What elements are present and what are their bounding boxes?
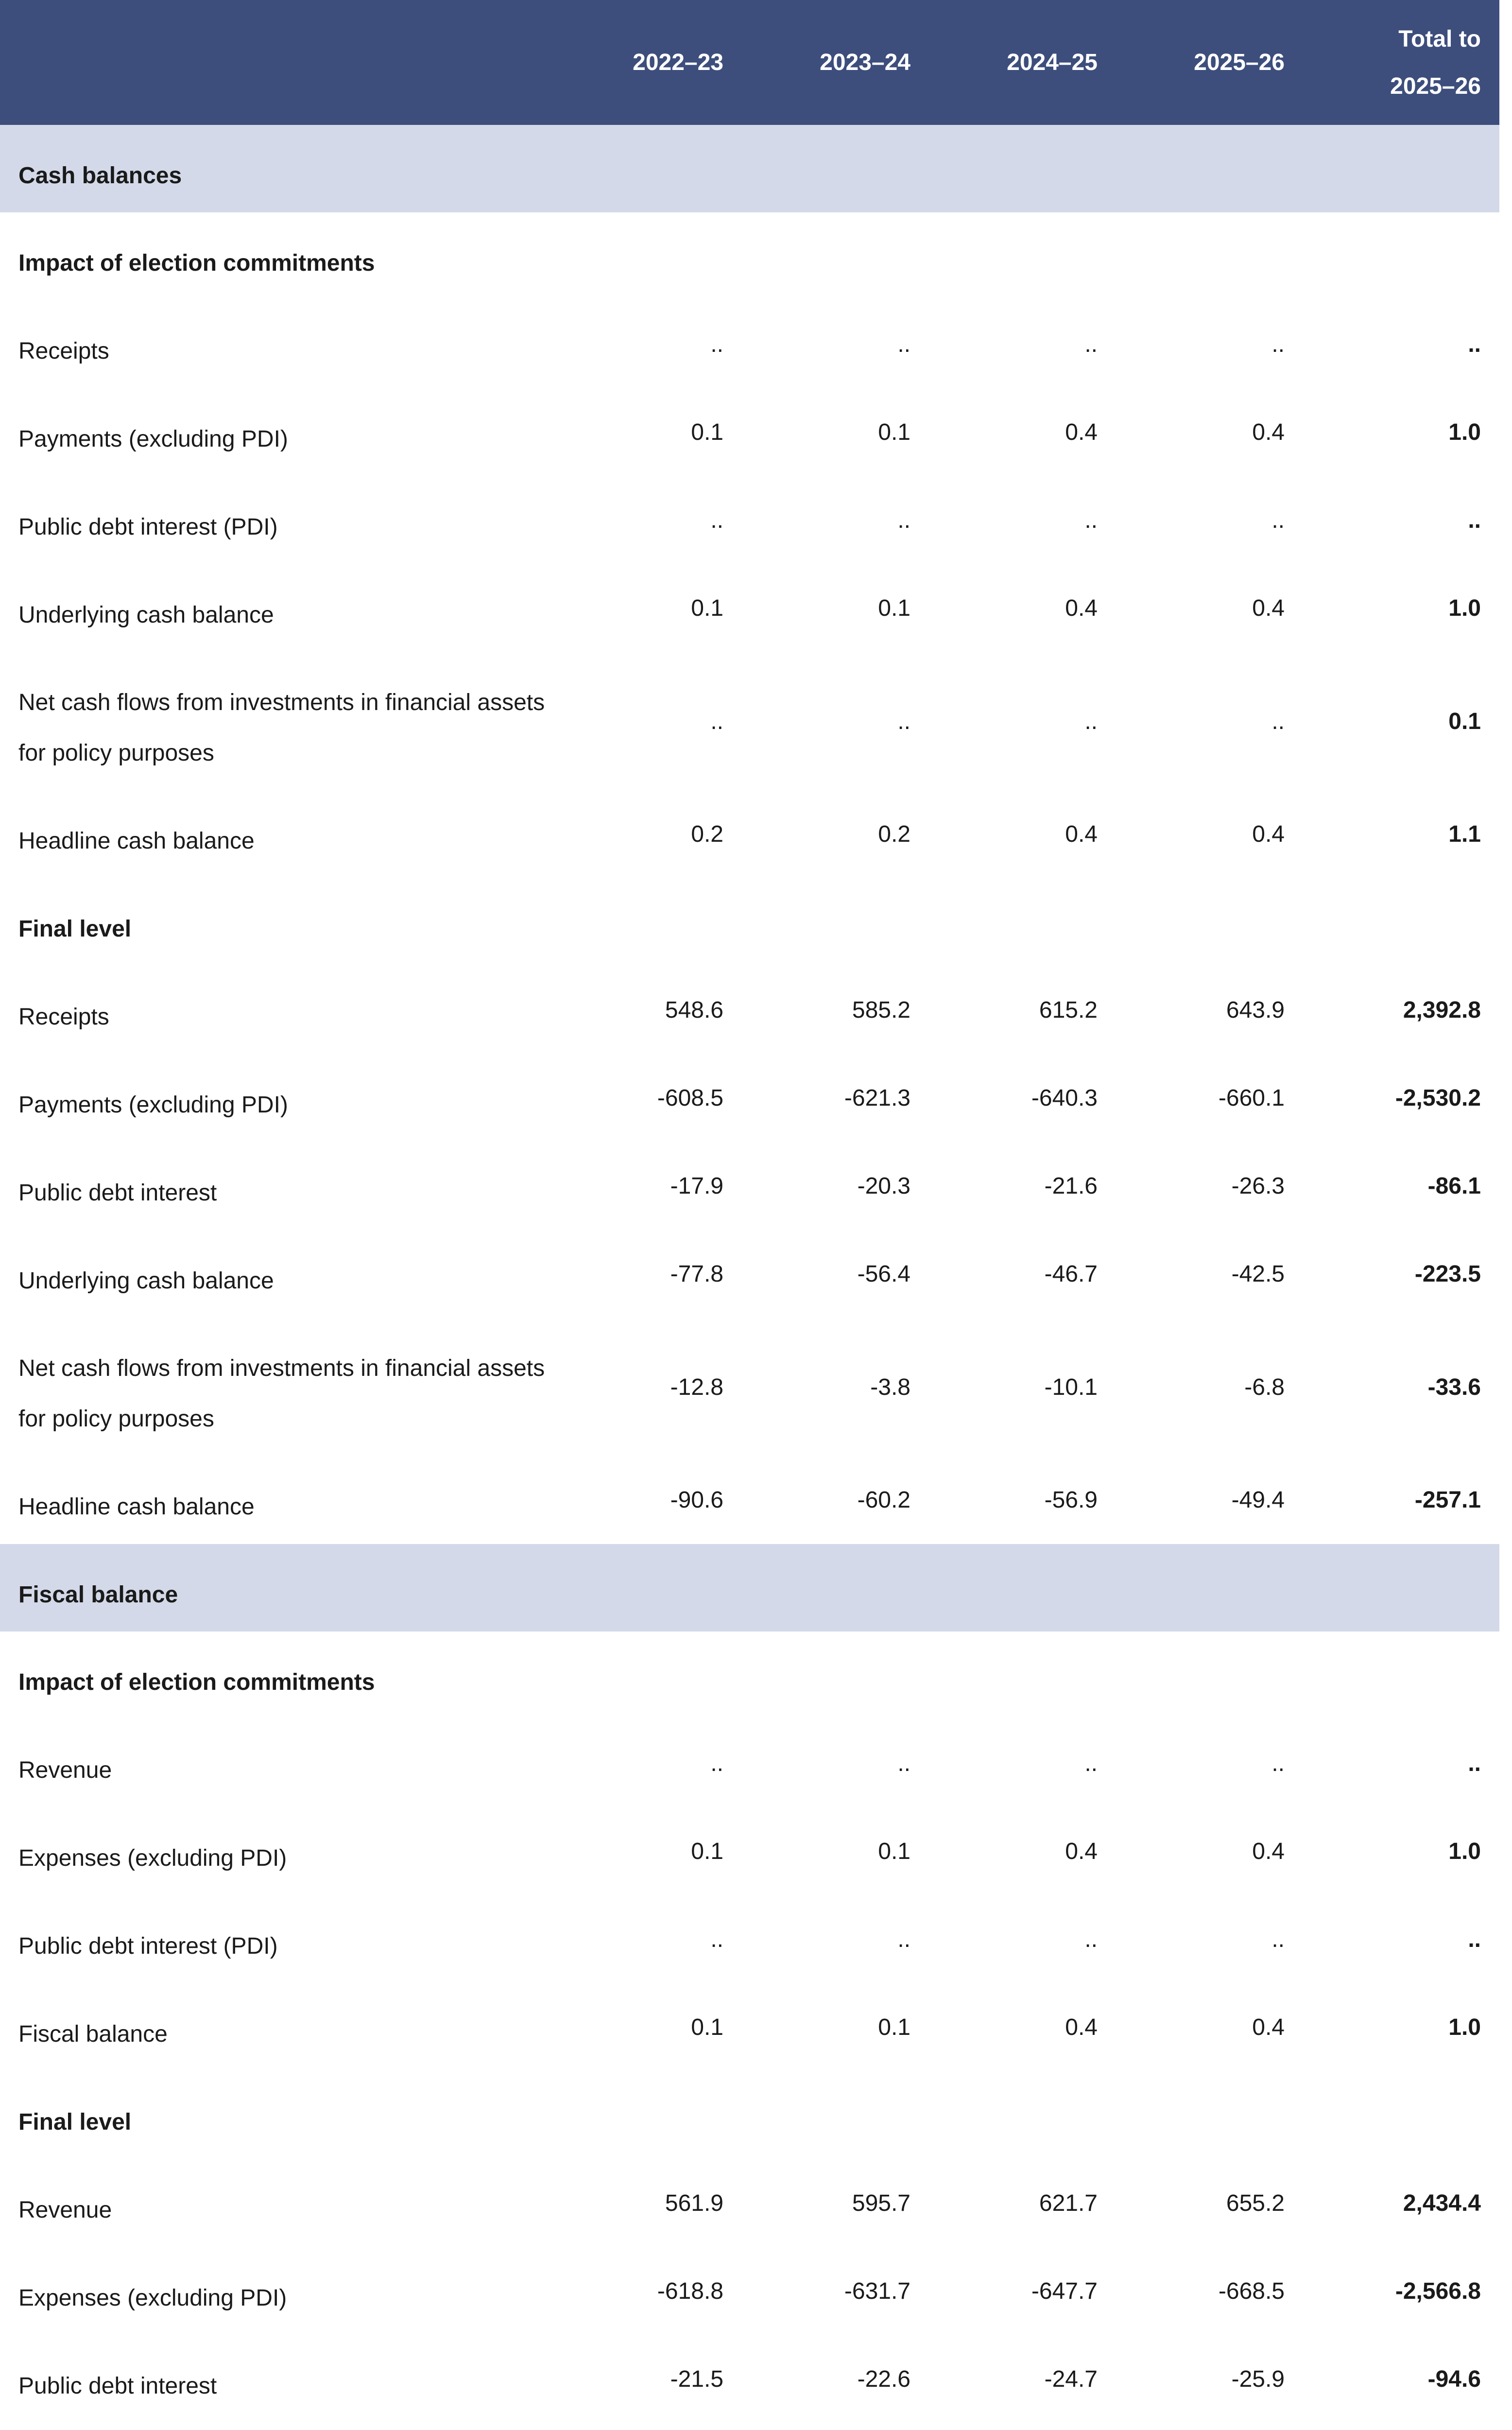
row-label: Headline cash balance [18, 1493, 255, 1520]
value-cell-2024–25: 0.4 [1065, 595, 1098, 621]
value-cell-2024–25: -56.9 [1044, 1487, 1098, 1513]
value-cell-2022–23: .. [710, 1751, 723, 1776]
table-row [0, 966, 1499, 1054]
value-cell-2022–23: 0.1 [691, 1839, 723, 1864]
value-cell-2025–26: 643.9 [1226, 997, 1285, 1023]
section-title: Cash balances [0, 125, 1499, 212]
value-cell-2025–26: .. [1271, 1927, 1285, 1952]
row-label: Public debt interest (PDI) [18, 514, 278, 540]
total-cell: 2,434.4 [1403, 2190, 1481, 2216]
value-cell-2024–25: -640.3 [1031, 1085, 1098, 1111]
value-cell-2023–24: .. [897, 1751, 911, 1776]
value-cell-2023–24: -56.4 [857, 1261, 911, 1287]
total-cell: 1.1 [1448, 821, 1481, 847]
table-row [0, 1318, 1499, 1456]
total-cell: .. [1468, 507, 1481, 533]
total-cell: -94.6 [1427, 2366, 1481, 2392]
value-cell-2023–24: 585.2 [852, 997, 911, 1023]
table-row [0, 2159, 1499, 2247]
value-cell-2022–23: 548.6 [665, 997, 723, 1023]
value-cell-2024–25: 615.2 [1039, 997, 1098, 1023]
value-cell-2022–23: .. [710, 507, 723, 533]
total-cell: .. [1468, 1751, 1481, 1776]
header-total [1302, 0, 1499, 125]
value-cell-2023–24: 0.2 [878, 821, 911, 847]
table-row [0, 1807, 1499, 1895]
section-header-row [0, 1544, 1499, 1632]
value-cell-2025–26: 0.4 [1252, 821, 1285, 847]
table-row [0, 652, 1499, 790]
total-cell: -223.5 [1414, 1261, 1481, 1287]
header-total-line1: Total to [1398, 26, 1481, 52]
table-row [0, 1054, 1499, 1142]
table-row [0, 1983, 1499, 2071]
value-cell-2025–26: -668.5 [1218, 2278, 1285, 2304]
table-row [0, 1895, 1499, 1983]
value-cell-2023–24: .. [897, 708, 911, 734]
value-cell-2023–24: 595.7 [852, 2190, 911, 2216]
table-row [0, 1719, 1499, 1807]
value-cell-2022–23: -608.5 [657, 1085, 723, 1111]
value-cell-2024–25: -21.6 [1044, 1173, 1098, 1199]
row-label: Underlying cash balance [18, 602, 274, 628]
value-cell-2023–24: 0.1 [878, 595, 911, 621]
table-row [0, 2247, 1499, 2335]
value-cell-2023–24: .. [897, 1927, 911, 1952]
value-cell-2022–23: 0.1 [691, 419, 723, 445]
value-cell-2024–25: .. [1084, 507, 1098, 533]
row-label: Fiscal balance [18, 2021, 168, 2047]
value-cell-2023–24: -20.3 [857, 1173, 911, 1199]
value-cell-2024–25: -647.7 [1031, 2278, 1098, 2304]
table-row [0, 564, 1499, 652]
value-cell-2024–25: 0.4 [1065, 2014, 1098, 2040]
value-cell-2022–23: .. [710, 331, 723, 357]
value-cell-2023–24: 0.1 [878, 419, 911, 445]
total-cell: 1.0 [1448, 595, 1481, 621]
value-cell-2024–25: 621.7 [1039, 2190, 1098, 2216]
row-label: Net cash flows from investments in financial assets for policy purposes [18, 690, 545, 766]
row-label: Underlying cash balance [18, 1267, 274, 1294]
header-year-2025-26: 2025–26 [1115, 0, 1302, 125]
total-cell: 0.1 [1448, 708, 1481, 734]
value-cell-2024–25: .. [1084, 1751, 1098, 1776]
value-cell-2022–23: .. [710, 708, 723, 734]
value-cell-2023–24: 0.1 [878, 2014, 911, 2040]
total-cell: 1.0 [1448, 419, 1481, 445]
row-label: Payments (excluding PDI) [18, 426, 288, 452]
value-cell-2023–24: 0.1 [878, 1839, 911, 1864]
value-cell-2024–25: -24.7 [1044, 2366, 1098, 2392]
value-cell-2024–25: .. [1084, 1927, 1098, 1952]
value-cell-2025–26: -660.1 [1218, 1085, 1285, 1111]
table-header [0, 0, 1499, 125]
header-row [0, 0, 1499, 125]
total-cell: .. [1468, 331, 1481, 357]
total-cell [1302, 2423, 1499, 2430]
value-cell-2023–24: -621.3 [844, 1085, 911, 1111]
group-title: Final level [18, 916, 132, 942]
total-cell: 1.0 [1448, 2014, 1481, 2040]
value-cell-2024–25: .. [1084, 708, 1098, 734]
value-cell-2022–23: -17.9 [670, 1173, 723, 1199]
value-cell-2023–24: -631.7 [844, 2278, 911, 2304]
group-title: Impact of election commitments [18, 250, 375, 276]
value-cell-2022–23: -77.8 [670, 1261, 723, 1287]
value-cell-2025–26: -25.9 [1231, 2366, 1285, 2392]
header-label-cell [0, 0, 554, 125]
header-year-2022-23: 2022–23 [554, 0, 741, 125]
group-header-row [0, 1632, 1499, 1719]
value-cell-2025–26: 0.4 [1252, 1839, 1285, 1864]
value-cell-2023–24: -60.2 [857, 1487, 911, 1513]
row-label: Revenue [18, 2197, 112, 2223]
header-year-2024-25: 2024–25 [928, 0, 1115, 125]
row-label: Net cash flows from investments in financial assets for policy purposes [18, 1355, 545, 1432]
table-row [0, 2335, 1499, 2423]
value-cell-2025–26: 655.2 [1226, 2190, 1285, 2216]
section-title: Fiscal balance [0, 1544, 1499, 1632]
row-label: Receipts [18, 338, 109, 364]
row-label: Headline cash balance [18, 828, 255, 854]
value-cell-2022–23: 0.2 [691, 821, 723, 847]
total-cell: .. [1468, 1927, 1481, 1952]
row-label [0, 2423, 554, 2430]
value-cell-2024–25 [928, 2423, 1115, 2430]
value-cell-2022–23: -21.5 [670, 2366, 723, 2392]
table-row [0, 1142, 1499, 1230]
value-cell-2024–25: 0.4 [1065, 419, 1098, 445]
value-cell-2022–23: 0.1 [691, 595, 723, 621]
row-label: Expenses (excluding PDI) [18, 2285, 287, 2311]
table-row [0, 300, 1499, 388]
value-cell-2023–24: -22.6 [857, 2366, 911, 2392]
value-cell-2022–23: 0.1 [691, 2014, 723, 2040]
group-title: Impact of election commitments [18, 1669, 375, 1695]
value-cell-2024–25: -46.7 [1044, 1261, 1098, 1287]
total-cell: -33.6 [1427, 1374, 1481, 1400]
value-cell-2023–24: .. [897, 331, 911, 357]
value-cell-2023–24 [741, 2423, 928, 2430]
value-cell-2022–23: -618.8 [657, 2278, 723, 2304]
value-cell-2025–26: -6.8 [1244, 1374, 1285, 1400]
value-cell-2025–26: -26.3 [1231, 1173, 1285, 1199]
group-header-row [0, 878, 1499, 966]
group-title: Final level [18, 2109, 132, 2135]
value-cell-2022–23: -90.6 [670, 1487, 723, 1513]
value-cell-2025–26: 0.4 [1252, 419, 1285, 445]
value-cell-2024–25: -10.1 [1044, 1374, 1098, 1400]
value-cell-2025–26: .. [1271, 331, 1285, 357]
value-cell-2025–26: .. [1271, 507, 1285, 533]
group-header-row [0, 2071, 1499, 2159]
value-cell-2023–24: -3.8 [870, 1374, 911, 1400]
value-cell-2023–24: .. [897, 507, 911, 533]
value-cell-2022–23: -12.8 [670, 1374, 723, 1400]
total-cell: 1.0 [1448, 1839, 1481, 1864]
row-label: Public debt interest (PDI) [18, 1933, 278, 1959]
value-cell-2025–26: .. [1271, 708, 1285, 734]
section-header-row [0, 125, 1499, 212]
header-year-2023-24: 2023–24 [741, 0, 928, 125]
value-cell-2024–25: 0.4 [1065, 1839, 1098, 1864]
value-cell-2022–23: .. [710, 1927, 723, 1952]
table-body [0, 125, 1499, 2430]
row-label: Revenue [18, 1757, 112, 1783]
total-cell: -86.1 [1427, 1173, 1481, 1199]
header-total-line2: 2025–26 [1390, 73, 1481, 99]
row-label: Payments (excluding PDI) [18, 1092, 288, 1118]
value-cell-2024–25: .. [1084, 331, 1098, 357]
value-cell-2024–25: 0.4 [1065, 821, 1098, 847]
value-cell-2025–26: -49.4 [1231, 1487, 1285, 1513]
row-label: Public debt interest [18, 1180, 217, 1206]
table-row [0, 1230, 1499, 1318]
value-cell-2025–26: 0.4 [1252, 595, 1285, 621]
total-cell: 2,392.8 [1403, 997, 1481, 1023]
row-label: Receipts [18, 1004, 109, 1030]
table-row [0, 1456, 1499, 1544]
total-cell: -257.1 [1414, 1487, 1481, 1513]
value-cell-2025–26: .. [1271, 1751, 1285, 1776]
value-cell-2025–26: -42.5 [1231, 1261, 1285, 1287]
table-row [0, 790, 1499, 878]
table-row [0, 2423, 1499, 2430]
row-label: Public debt interest [18, 2373, 217, 2399]
row-label: Expenses (excluding PDI) [18, 1845, 287, 1871]
table-row [0, 388, 1499, 476]
value-cell-2022–23: 561.9 [665, 2190, 723, 2216]
value-cell-2025–26 [1115, 2423, 1302, 2430]
total-cell: -2,566.8 [1395, 2278, 1481, 2304]
value-cell-2022–23 [554, 2423, 741, 2430]
value-cell-2025–26: 0.4 [1252, 2014, 1285, 2040]
group-header-row [0, 212, 1499, 300]
table-row [0, 476, 1499, 564]
total-cell: -2,530.2 [1395, 1085, 1481, 1111]
